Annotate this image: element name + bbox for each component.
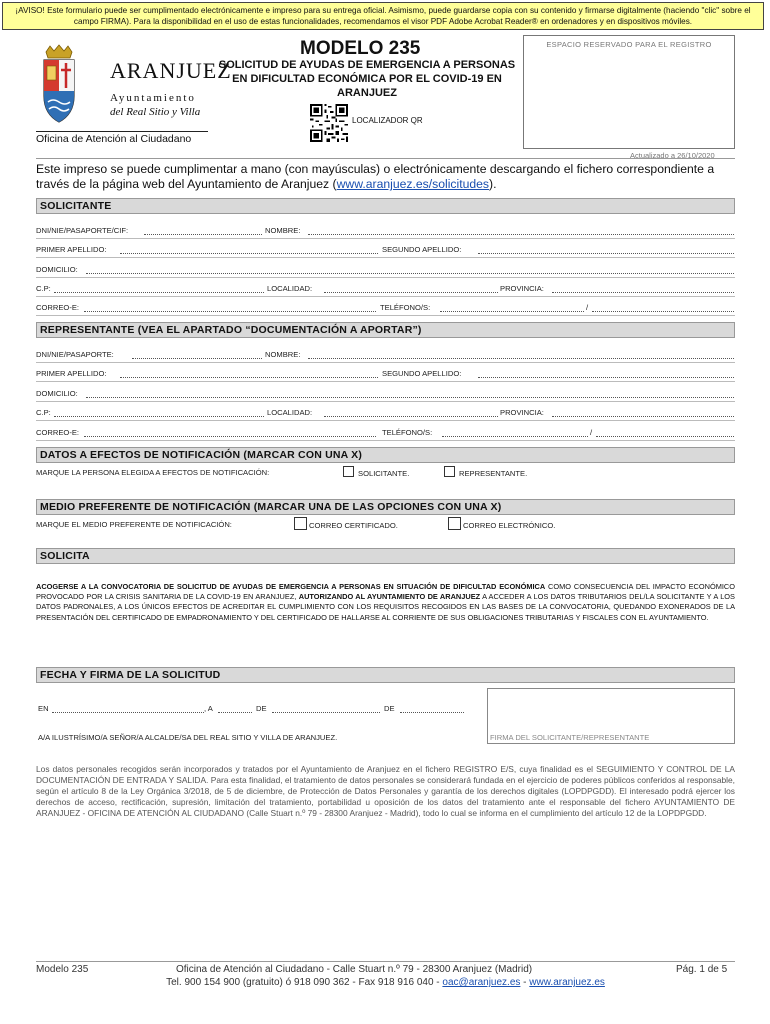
solicitudes-link[interactable]: www.aranjuez.es/solicitudes — [336, 177, 490, 191]
checkbox-correo-electronico-label: CORREO ELECTRÓNICO. — [463, 521, 556, 530]
rep-apellido2-label: SEGUNDO APELLIDO: — [382, 369, 462, 378]
divider — [36, 401, 735, 402]
intro-text — [36, 162, 736, 192]
checkbox-correo-certificado[interactable] — [294, 517, 398, 530]
fecha-a-label: , A — [204, 704, 213, 713]
checkbox-correo-certificado-label: CORREO CERTIFICADO. — [309, 521, 398, 530]
footer-contact — [36, 977, 735, 988]
form-model-title: MODELO 235 — [300, 38, 421, 59]
checkbox-representante-label: REPRESENTANTE. — [459, 469, 528, 478]
medio-prompt: MARQUE EL MEDIO PREFERENTE DE NOTIFICACIÓN: — [36, 520, 232, 529]
divider — [36, 238, 735, 239]
nombre-label: NOMBRE: — [265, 226, 301, 235]
rep-telefono-label: TELÉFONO/S: — [382, 428, 433, 437]
telefono-field-1[interactable] — [440, 303, 584, 312]
mes-field[interactable] — [272, 704, 380, 713]
telefono-separator: / — [586, 303, 589, 312]
logo-ayuntamiento: Ayuntamiento — [110, 92, 196, 104]
section-title: FECHA Y FIRMA DE LA SOLICITUD — [40, 669, 221, 681]
solicita-mid: COMO CONSECUENCIA DEL IMPACTO ECONÓMICO PROVOCADO POR LA CRISIS SANITARIA DE LA COVID-19 EN ARANJUEZ, — [36, 582, 735, 602]
telefono-separator: / — [590, 428, 593, 437]
solicita-text — [36, 582, 735, 623]
fecha-en-label: EN — [38, 704, 49, 713]
rep-dni-label: DNI/NIE/PASAPORTE: — [36, 350, 114, 359]
solicita-bold-2: AUTORIZANDO AL AYUNTAMIENTO DE ARANJUEZ — [298, 592, 481, 602]
rep-nombre-label: NOMBRE: — [265, 350, 301, 359]
footer-page: Pág. 1 de 5 — [676, 964, 728, 975]
rep-correo-field[interactable] — [84, 428, 376, 437]
rep-localidad-label: LOCALIDAD: — [267, 408, 313, 417]
rep-telefono-field-2[interactable] — [596, 428, 734, 437]
checkbox-icon[interactable] — [448, 517, 461, 530]
divider — [36, 158, 735, 159]
qr-code-icon[interactable] — [310, 104, 348, 142]
footer-tel: Tel. 900 154 900 (gratuito) ó 918 090 362 - Fax 918 916 040 - — [166, 977, 443, 988]
correo-label: CORREO-E: — [36, 303, 80, 312]
rep-cp-label: C.P: — [36, 408, 51, 417]
cp-label: C.P: — [36, 284, 51, 293]
checkbox-icon[interactable] — [343, 466, 354, 477]
section-solicita — [36, 548, 735, 564]
correo-field[interactable] — [84, 303, 376, 312]
fecha-de1-label: DE — [256, 704, 267, 713]
footer-modelo: Modelo 235 — [36, 964, 89, 975]
solicita-end: A ACCEDER A LOS DATOS TRIBUTARIOS DEL/LA SOLICITANTE Y A LOS DATOS PADRONALES, A LOS ÚNICOS EFECTOS DE ACREDITAR EL CUMPLIMIENTO CON LOS REQUISITOS RECOGIDOS EN LAS BASES DE LA CONVOCATORIA, QUEDANDO EXONERADOS DE LA PRESENTACIÓN DEL CERTIFICADO DE EMPADRONAMIENTO Y DEL CERTIFICADO DE HALLARSE AL CORRIENTE DE SUS OBLIGACIONES TRIBUTARIAS Y FISCALES CON EL AYUNTAMIENTO. — [36, 592, 735, 622]
footer-web-link[interactable]: www.aranjuez.es — [529, 977, 605, 988]
section-medio — [36, 499, 735, 515]
section-title: MEDIO PREFERENTE DE NOTIFICACIÓN (MARCAR UNA DE LAS OPCIONES CON UNA X) — [40, 501, 502, 513]
rep-provincia-label: PROVINCIA: — [500, 408, 544, 417]
apellido1-field[interactable] — [120, 245, 378, 254]
dni-field[interactable] — [144, 226, 262, 235]
notice-banner: ¡AVISO! Este formulario puede ser cumplimentado electrónicamente e impreso para su entrega oficial. Asimismo, puede guardarse copia con su contenido y firmarse digitalmente (haciendo "clic" sobre el campo FIRMA). Para la disponibilidad en el uso de estas funcionalidades, recomendamos el visor PDF Adobe Acrobat Reader® en ordenadores y en dispositivos móviles. — [2, 2, 764, 30]
oficina-label: Oficina de Atención al Ciudadano — [36, 133, 192, 145]
telefono-label: TELÉFONO/S: — [380, 303, 431, 312]
signature-label: FIRMA DEL SOLICITANTE/REPRESENTANTE — [490, 733, 650, 742]
divider — [36, 296, 735, 297]
lugar-field[interactable] — [52, 704, 204, 713]
section-solicitante — [36, 198, 735, 214]
telefono-field-2[interactable] — [592, 303, 734, 312]
rep-domicilio-field[interactable] — [86, 389, 734, 398]
privacy-notice: Los datos personales recogidos serán incorporados y tratados por el Ayuntamiento de Aranjuez en el fichero REGISTRO E/S, cuya finalidad es el SEGUIMIENTO Y CONTROL DE LA DOCUMENTACIÓN DE ENTRADA Y SALIDA. Para esta finalidad, el tratamiento de datos personales se considerará fundada en el ejercicio de poderes públicos conferidos al responsable, según el artículo 8 de la Ley Orgánica 3/2018, de 5 de diciembre, de Protección de Datos Personales y garantía de los derechos digitales (LOPDPGDD). El interesado podrá ejercer los derechos de acceso, rectificación, supresión, limitación del tratamiento, portabilidad u oposición de los datos del tratamiento ante el responsable del fichero AYUNTAMIENTO DE ARANJUEZ - OFICINA DE ATENCIÓN AL CIUDADANO (Calle Stuart n.º 79 - 28300 Aranjuez - Madrid), todo lo cual se informa en el cumplimiento del artículo 12 de la LOPDPGDD. — [36, 764, 735, 818]
rep-domicilio-label: DOMICILIO: — [36, 389, 78, 398]
notificacion-prompt: MARQUE LA PERSONA ELEGIDA A EFECTOS DE NOTIFICACIÓN: — [36, 468, 270, 477]
coat-of-arms-icon — [36, 44, 82, 126]
rep-apellido1-field[interactable] — [120, 369, 378, 378]
section-title: REPRESENTANTE (VEA EL APARTADO “DOCUMENTACIÓN A APORTAR”) — [40, 324, 422, 336]
nombre-field[interactable] — [308, 226, 734, 235]
rep-apellido2-field[interactable] — [478, 369, 734, 378]
checkbox-correo-electronico[interactable] — [448, 517, 555, 530]
updated-date: Actualizado a 26/10/2020 — [630, 151, 715, 160]
section-fecha-firma — [36, 667, 735, 683]
footer-email-link[interactable]: oac@aranjuez.es — [442, 977, 521, 988]
rep-dni-field[interactable] — [132, 350, 262, 359]
checkbox-representante[interactable] — [444, 466, 527, 478]
fecha-de2-label: DE — [384, 704, 395, 713]
addressee: A/A ILUSTRÍSIMO/A SEÑOR/A ALCALDE/SA DEL REAL SITIO Y VILLA DE ARANJUEZ. — [38, 733, 338, 742]
anio-field[interactable] — [400, 704, 464, 713]
rep-apellido1-label: PRIMER APELLIDO: — [36, 369, 107, 378]
apellido2-label: SEGUNDO APELLIDO: — [382, 245, 462, 254]
section-title: DATOS A EFECTOS DE NOTIFICACIÓN (MARCAR CON UNA X) — [40, 449, 363, 461]
footer-address: Oficina de Atención al Ciudadano - Calle Stuart n.º 79 - 28300 Aranjuez (Madrid) — [176, 964, 533, 975]
solicita-bold-1: ACOGERSE A LA CONVOCATORIA DE SOLICITUD DE AYUDAS DE EMERGENCIA A PERSONAS EN SITUACIÓN DE DIFICULTAD ECONÓMICA — [36, 582, 546, 591]
provincia-label: PROVINCIA: — [500, 284, 544, 293]
localidad-field[interactable] — [324, 284, 498, 293]
intro-text-before: Este impreso se puede cumplimentar a mano (con mayúsculas) o electrónicamente descargando el fichero correspondiente a través de la página web del Ayuntamiento de Aranjuez ( — [36, 162, 715, 191]
section-title: SOLICITANTE — [40, 200, 112, 212]
section-notificacion — [36, 447, 735, 463]
divider — [36, 362, 735, 363]
divider — [36, 315, 735, 316]
dni-label: DNI/NIE/PASAPORTE/CIF: — [36, 226, 129, 235]
section-representante — [36, 322, 735, 338]
localidad-label: LOCALIDAD: — [267, 284, 313, 293]
logo-real-sitio: del Real Sitio y Villa — [110, 106, 201, 118]
domicilio-label: DOMICILIO: — [36, 265, 78, 274]
divider — [36, 277, 735, 278]
rep-nombre-field[interactable] — [308, 350, 734, 359]
rep-provincia-field[interactable] — [552, 408, 734, 417]
provincia-field[interactable] — [552, 284, 734, 293]
divider — [36, 131, 208, 132]
form-subtitle: SOLICITUD DE AYUDAS DE EMERGENCIA A PERSONAS EN DIFICULTAD ECONÓMICA POR EL COVID-19 EN ARANJUEZ — [218, 59, 516, 99]
checkbox-solicitante-label: SOLICITANTE. — [358, 469, 410, 478]
registro-label: ESPACIO RESERVADO PARA EL REGISTRO — [546, 40, 712, 49]
footer-separator: - — [520, 977, 530, 988]
section-title: SOLICITA — [40, 550, 90, 562]
rep-cp-field[interactable] — [54, 408, 264, 417]
domicilio-field[interactable] — [86, 265, 734, 274]
checkbox-icon[interactable] — [444, 466, 455, 477]
rep-telefono-field-1[interactable] — [442, 428, 588, 437]
divider — [36, 381, 735, 382]
divider — [36, 257, 735, 258]
checkbox-solicitante[interactable] — [343, 466, 409, 478]
intro-text-after: ). — [489, 177, 497, 191]
divider — [36, 961, 735, 962]
logo-town-name: ARANJUEZ — [110, 58, 232, 83]
rep-localidad-field[interactable] — [324, 408, 498, 417]
divider — [36, 420, 735, 421]
rep-correo-label: CORREO-E: — [36, 428, 80, 437]
apellido2-field[interactable] — [478, 245, 734, 254]
divider — [36, 440, 735, 441]
registro-box — [523, 35, 735, 149]
qr-label: LOCALIZADOR QR — [352, 116, 423, 125]
dia-field[interactable] — [218, 704, 252, 713]
checkbox-icon[interactable] — [294, 517, 307, 530]
cp-field[interactable] — [54, 284, 264, 293]
aranjuez-logo — [36, 44, 232, 132]
apellido1-label: PRIMER APELLIDO: — [36, 245, 107, 254]
